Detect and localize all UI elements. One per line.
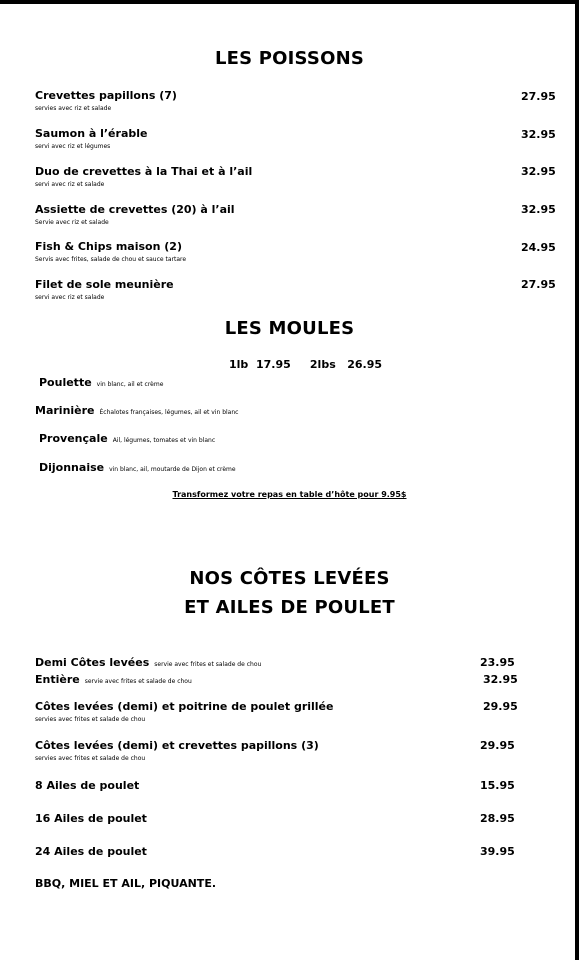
menu-item-name: Fish & Chips maison (2) <box>35 240 182 253</box>
menu-item-name: Saumon à l’érable <box>35 127 148 140</box>
menu-item-price: 32.95 <box>521 203 556 216</box>
menu-item-name: Entière <box>35 673 80 686</box>
menu-item-price: 15.95 <box>480 779 515 792</box>
menu-item-desc: servi avec riz et salade <box>35 181 105 188</box>
menu-item-name: 24 Ailes de poulet <box>35 845 147 858</box>
moule-item-name: Dijonnaise <box>39 461 105 474</box>
sauce-options: BBQ, MIEL ET AIL, PIQUANTE. <box>35 877 217 890</box>
menu-item-name: Filet de sole meunière <box>35 278 174 291</box>
menu-item-name: Côtes levées (demi) et crevettes papillons (3) <box>35 739 319 752</box>
menu-item-price: 27.95 <box>521 278 556 291</box>
page-border-right <box>575 0 579 960</box>
menu-item-price: 24.95 <box>521 241 556 254</box>
moule-item <box>39 461 236 474</box>
section-title-poissons: LES POISSONS <box>214 48 365 69</box>
menu-item-desc: Servie avec riz et salade <box>35 219 109 226</box>
menu-item-price: 39.95 <box>480 845 515 858</box>
menu-item-price: 32.95 <box>521 128 556 141</box>
moule-item-name: Provençale <box>39 432 108 445</box>
moule-item <box>35 404 238 417</box>
menu-item-desc: servies avec frites et salade de chou <box>35 755 146 762</box>
menu-item-name: Côtes levées (demi) et poitrine de poulet grillée <box>35 700 334 713</box>
section-title-cotes-line2: ET AILES DE POULET <box>184 597 395 618</box>
section-title-moules: LES MOULES <box>224 318 355 339</box>
menu-item-name: Demi Côtes levées <box>35 656 150 669</box>
menu-item-price: 29.95 <box>483 700 518 713</box>
menu-item-name: Assiette de crevettes (20) à l’ail <box>35 203 235 216</box>
moule-item-name: Marinière <box>35 404 95 417</box>
menu-item-desc: servi avec riz et légumes <box>35 143 111 150</box>
menu-item-price: 32.95 <box>521 165 556 178</box>
moule-item-desc: vin blanc, ail et crème <box>96 381 164 388</box>
menu-item-desc: servies avec frites et salade de chou <box>35 716 146 723</box>
menu-item-name: Duo de crevettes à la Thai et à l’ail <box>35 165 253 178</box>
menu-item-price: 23.95 <box>480 656 515 669</box>
moules-sizes-prices: 1lb 17.95 2lbs 26.95 <box>229 358 383 371</box>
menu-item-desc: servie avec frites et salade de chou <box>154 661 262 668</box>
menu-item-name: Crevettes papillons (7) <box>35 89 177 102</box>
moule-item <box>39 376 163 389</box>
moule-item <box>39 432 215 445</box>
menu-item-price: 27.95 <box>521 90 556 103</box>
menu-item-name: 8 Ailes de poulet <box>35 779 140 792</box>
menu-item-desc: Servis avec frites, salade de chou et sauce tartare <box>35 256 187 263</box>
table-hote-note: Transformez votre repas en table d’hôte pour 9.95$ <box>172 490 407 499</box>
menu-item <box>35 656 261 669</box>
menu-item-price: 32.95 <box>483 673 518 686</box>
menu-item-price: 29.95 <box>480 739 515 752</box>
moule-item-desc: Échalotes françaises, légumes, ail et vin blanc <box>99 409 239 416</box>
menu-item-name: 16 Ailes de poulet <box>35 812 147 825</box>
moule-item-name: Poulette <box>39 376 92 389</box>
menu-item-desc: servie avec frites et salade de chou <box>84 678 192 685</box>
section-title-cotes-line1: NOS CÔTES LEVÉES <box>189 568 390 589</box>
page-border-top <box>0 0 579 4</box>
moule-item-desc: vin blanc, ail, moutarde de Dijon et crème <box>109 466 236 473</box>
moule-item-desc: Ail, légumes, tomates et vin blanc <box>112 437 216 444</box>
menu-item-desc: servies avec riz et salade <box>35 105 112 112</box>
menu-item-desc: servi avec riz et salade <box>35 294 105 301</box>
menu-item <box>35 673 192 686</box>
menu-item-price: 28.95 <box>480 812 515 825</box>
